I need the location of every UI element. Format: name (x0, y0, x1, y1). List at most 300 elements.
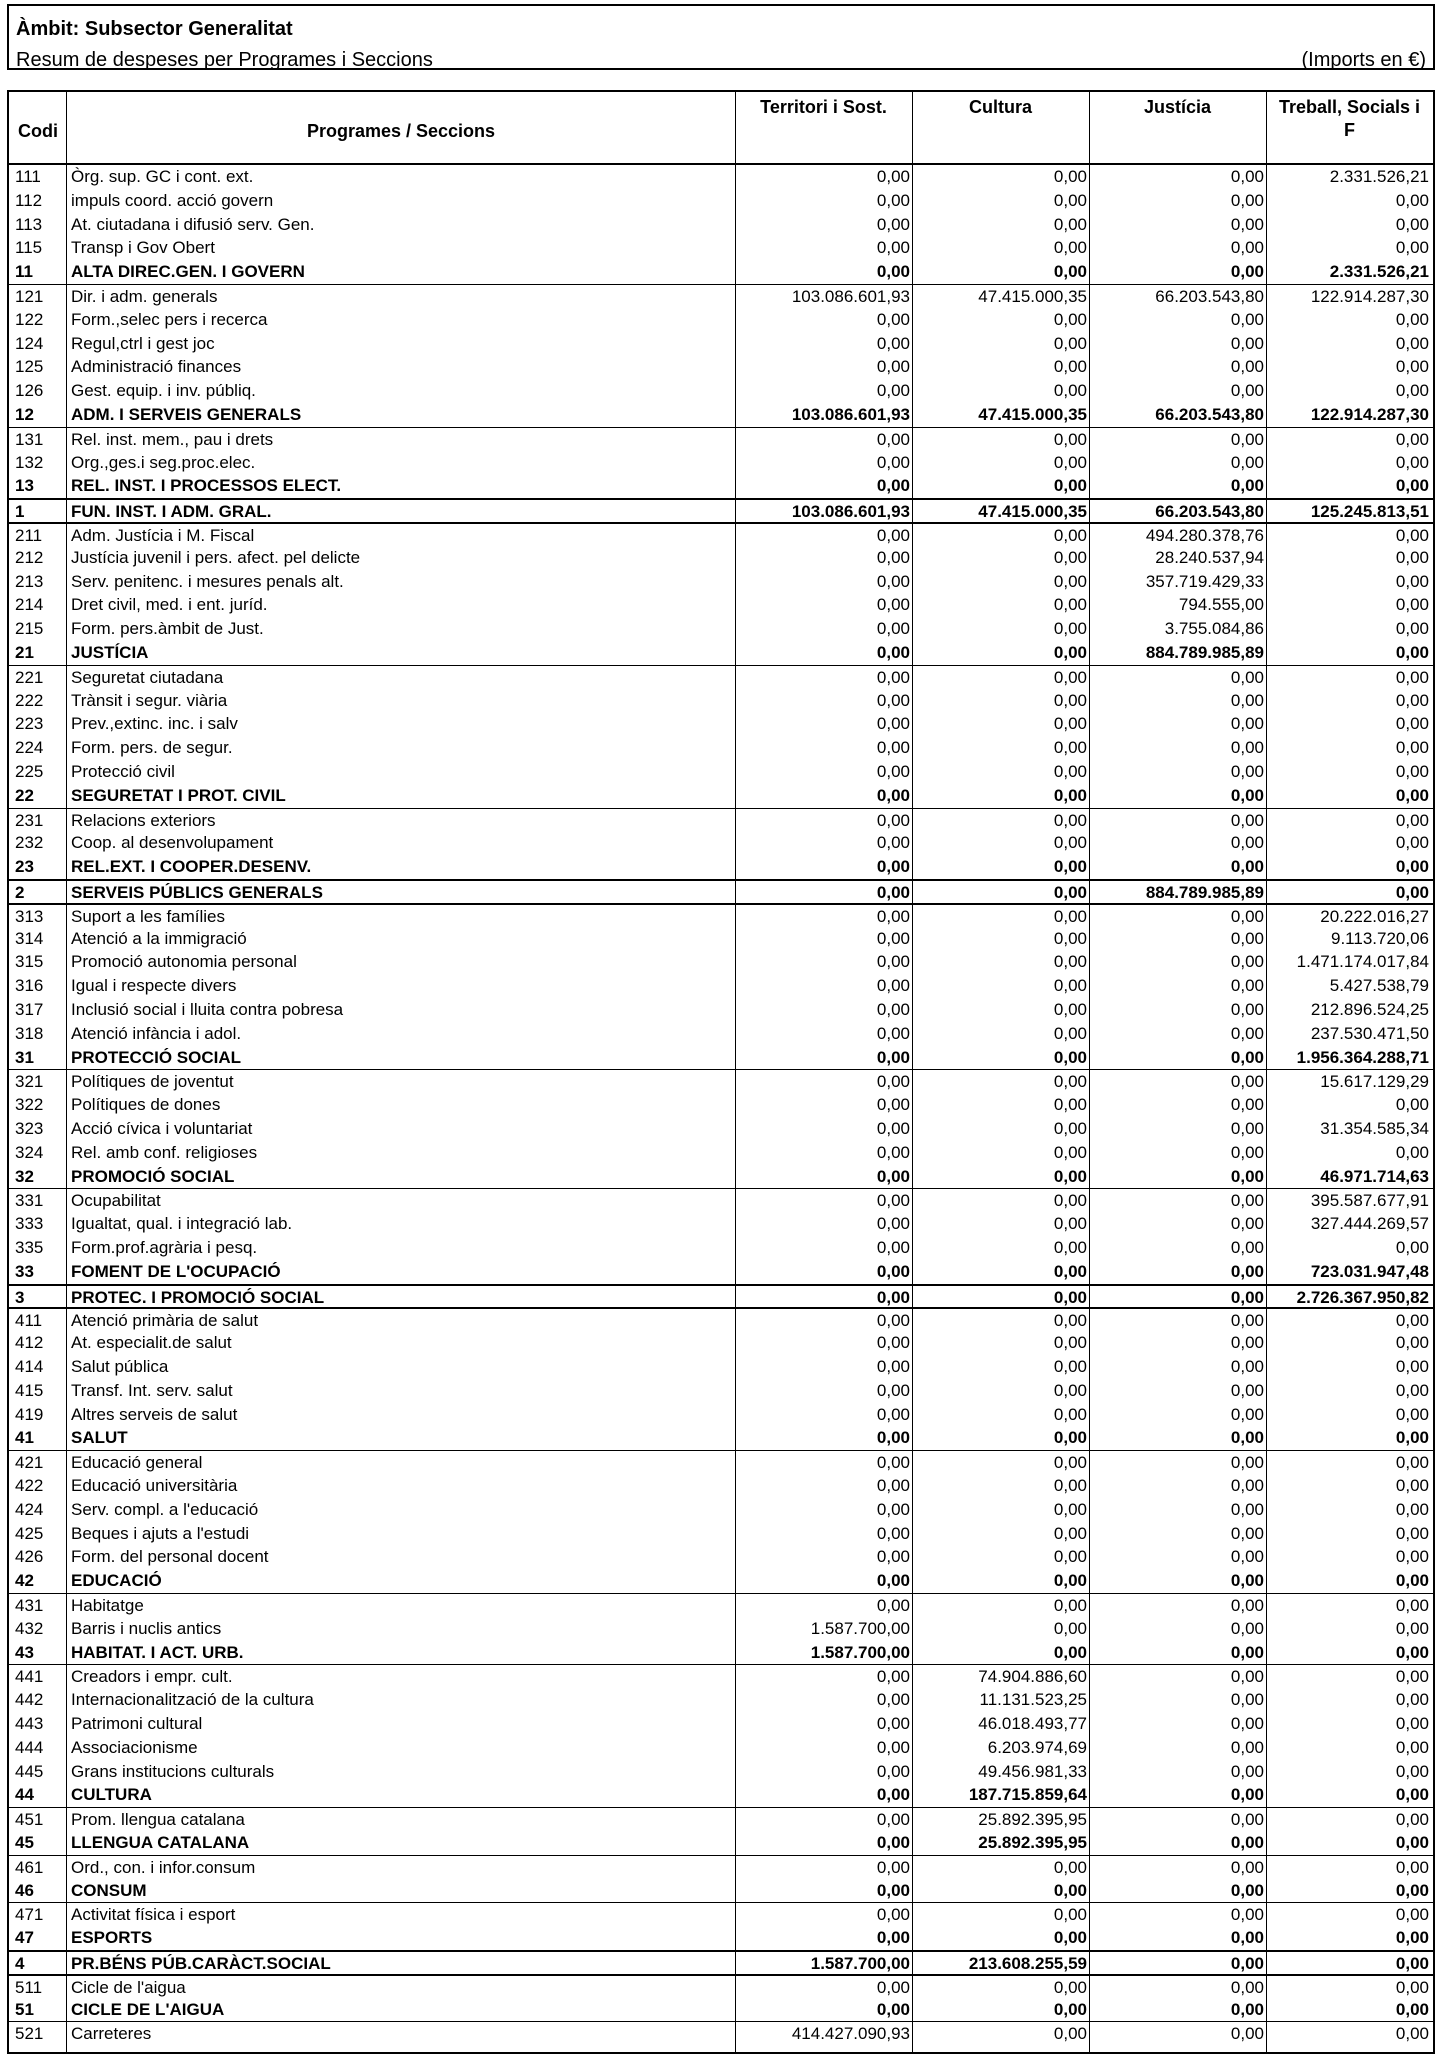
row-program-name: Coop. al desenvolupament (71, 833, 274, 853)
row-code: 424 (15, 1499, 44, 1519)
cell-justicia: 0,00 (1230, 1404, 1264, 1424)
cell-treball: 0,00 (1395, 595, 1429, 615)
cell-cultura: 0,00 (1053, 1928, 1087, 1948)
col-header-territori: Territori i Sost. (760, 97, 887, 117)
row-code: 432 (15, 1618, 44, 1638)
cell-justicia: 0,00 (1230, 238, 1264, 258)
row-program-name: Acció cívica i voluntariat (71, 1119, 253, 1138)
table-row (9, 1450, 1433, 1475)
cell-justicia: 0,00 (1230, 476, 1264, 496)
cell-cultura: 0,00 (1053, 1523, 1087, 1543)
cell-territori: 0,00 (876, 1667, 910, 1687)
row-code: 419 (15, 1404, 44, 1424)
cell-cultura: 0,00 (1053, 738, 1087, 758)
cell-cultura: 0,00 (1053, 595, 1087, 615)
cell-justicia: 0,00 (1230, 1954, 1264, 1973)
row-program-name: Educació general (71, 1453, 203, 1473)
row-program-name: Prom. llengua catalana (71, 1810, 245, 1830)
cell-treball: 5.427.538,79 (1329, 976, 1429, 996)
cell-cultura: 0,00 (1053, 571, 1087, 591)
cell-treball: 122.914.287,30 (1310, 405, 1429, 424)
cell-territori: 0,00 (876, 1880, 910, 1900)
cell-cultura: 0,00 (1053, 1380, 1087, 1400)
cell-territori: 0,00 (876, 883, 910, 902)
cell-cultura: 0,00 (1053, 1999, 1087, 2019)
cell-treball: 20.222.016,27 (1320, 906, 1429, 926)
row-code: 415 (15, 1380, 44, 1400)
cell-treball: 1.471.174.017,84 (1296, 952, 1429, 972)
cell-territori: 0,00 (876, 667, 910, 687)
row-code: 321 (15, 1072, 44, 1092)
row-program-name: Atenció a la immigració (71, 928, 247, 948)
cell-justicia: 0,00 (1230, 1857, 1264, 1877)
cell-treball: 0,00 (1395, 1761, 1429, 1781)
cell-justicia: 0,00 (1230, 906, 1264, 926)
row-program-name: SALUT (71, 1428, 128, 1448)
cell-territori: 0,00 (876, 1311, 910, 1331)
cell-cultura: 0,00 (1053, 667, 1087, 687)
cell-treball: 0,00 (1395, 429, 1429, 449)
cell-justicia: 0,00 (1230, 1000, 1264, 1019)
row-program-name: CICLE DE L'AIGUA (71, 1999, 225, 2019)
row-program-name: PR.BÉNS PÚB.CARÀCT.SOCIAL (71, 1954, 331, 1973)
cell-treball: 0,00 (1395, 238, 1429, 258)
row-code: 111 (15, 167, 41, 186)
table-row (9, 1712, 1433, 1736)
row-program-name: PROTEC. I PROMOCIÓ SOCIAL (71, 1287, 325, 1307)
row-code: 425 (15, 1523, 44, 1543)
row-code: 442 (15, 1690, 44, 1710)
cell-cultura: 0,00 (1053, 167, 1087, 186)
cell-treball: 0,00 (1395, 1928, 1429, 1948)
table-row (9, 1117, 1433, 1141)
row-program-name: Atenció infància i adol. (71, 1023, 242, 1043)
cell-justicia: 0,00 (1230, 1166, 1264, 1186)
row-code: 411 (15, 1311, 43, 1331)
cell-cultura: 0,00 (1053, 619, 1087, 639)
cell-treball: 0,00 (1395, 1142, 1429, 1162)
row-code: 13 (15, 476, 34, 496)
cell-cultura: 0,00 (1053, 2024, 1087, 2044)
row-program-name: Justícia juvenil i pers. afect. pel delicte (71, 547, 361, 567)
row-program-name: Administració finances (71, 357, 242, 377)
cell-justicia: 0,00 (1230, 357, 1264, 377)
cell-treball: 0,00 (1395, 810, 1429, 830)
row-code: 231 (15, 810, 44, 830)
table-row (9, 974, 1433, 998)
cell-territori: 0,00 (876, 1785, 910, 1805)
row-program-name: Transf. Int. serv. salut (71, 1380, 233, 1400)
table-row (9, 1403, 1433, 1427)
cell-territori: 0,00 (876, 1047, 910, 1067)
table-subtotal-row (9, 260, 1433, 284)
table-row (9, 213, 1433, 237)
cell-territori: 0,00 (876, 1287, 910, 1307)
cell-justicia: 0,00 (1230, 1072, 1264, 1092)
cell-treball: 0,00 (1395, 762, 1429, 781)
table-subtotal-row (9, 403, 1433, 427)
row-code: 41 (15, 1428, 34, 1448)
row-program-name: ADM. I SERVEIS GENERALS (71, 405, 302, 424)
row-code: 115 (15, 238, 43, 258)
cell-treball: 0,00 (1395, 1095, 1429, 1115)
cell-treball: 0,00 (1395, 1380, 1429, 1400)
row-program-name: ALTA DIREC.GEN. I GOVERN (71, 262, 305, 282)
cell-cultura: 0,00 (1053, 1453, 1087, 1473)
cell-treball: 0,00 (1395, 690, 1429, 710)
row-code: 4 (15, 1954, 25, 1973)
cell-justicia: 66.203.543,80 (1155, 502, 1264, 522)
cell-territori: 0,00 (876, 1404, 910, 1424)
table-row (9, 522, 1433, 548)
row-code: 414 (15, 1357, 44, 1376)
row-program-name: Igualtat, qual. i integració lab. (71, 1214, 293, 1234)
table-row (9, 1807, 1433, 1832)
cell-treball: 0,00 (1395, 1523, 1429, 1543)
row-program-name: REL. INST. I PROCESSOS ELECT. (71, 476, 342, 496)
table-subtotal-row (9, 1783, 1433, 1807)
row-code: 461 (15, 1857, 44, 1877)
cell-cultura: 0,00 (1053, 526, 1087, 545)
row-program-name: Promoció autonomia personal (71, 952, 297, 972)
row-program-name: FOMENT DE L'OCUPACIÓ (71, 1261, 281, 1281)
cell-territori: 0,00 (876, 309, 910, 329)
row-code: 46 (15, 1880, 34, 1900)
row-program-name: Educació universitària (71, 1476, 238, 1495)
cell-justicia: 0,00 (1230, 833, 1264, 853)
cell-territori: 0,00 (876, 690, 910, 710)
cell-cultura: 0,00 (1053, 906, 1087, 926)
cell-justicia: 0,00 (1230, 429, 1264, 449)
cell-cultura: 0,00 (1053, 214, 1087, 234)
cell-treball: 0,00 (1395, 857, 1429, 877)
cell-territori: 0,00 (876, 928, 910, 948)
row-program-name: Regul,ctrl i gest joc (71, 333, 215, 353)
row-program-name: SERVEIS PÚBLICS GENERALS (71, 883, 323, 902)
row-code: 215 (15, 619, 44, 639)
table-row (9, 1069, 1433, 1094)
table-row (9, 1236, 1433, 1260)
cell-cultura: 0,00 (1053, 1596, 1087, 1615)
row-code: 122 (15, 309, 44, 329)
cell-treball: 0,00 (1395, 452, 1429, 472)
row-code: 47 (15, 1928, 34, 1948)
cell-cultura: 0,00 (1053, 1547, 1087, 1567)
cell-territori: 0,00 (876, 643, 910, 662)
row-code: 51 (15, 1999, 34, 2019)
report-header (7, 4, 1435, 70)
row-code: 317 (15, 1000, 44, 1019)
row-program-name: SEGURETAT I PROT. CIVIL (71, 785, 286, 805)
cell-justicia: 0,00 (1230, 714, 1264, 734)
cell-cultura: 0,00 (1053, 1905, 1087, 1925)
cell-justicia: 0,00 (1230, 1238, 1264, 1257)
row-code: 125 (15, 357, 44, 377)
cell-cultura: 74.904.886,60 (978, 1667, 1087, 1687)
cell-treball: 0,00 (1395, 190, 1429, 210)
cell-cultura: 0,00 (1053, 476, 1087, 496)
row-program-name: LLENGUA CATALANA (71, 1833, 250, 1852)
cell-cultura: 0,00 (1053, 1095, 1087, 1115)
cell-cultura: 47.415.000,35 (978, 287, 1087, 306)
row-code: 331 (15, 1191, 44, 1211)
table-row (9, 1022, 1433, 1046)
row-code: 318 (15, 1023, 44, 1043)
row-code: 521 (15, 2024, 44, 2044)
cell-cultura: 0,00 (1053, 262, 1087, 282)
row-program-name: PROMOCIÓ SOCIAL (71, 1166, 235, 1186)
cell-cultura: 0,00 (1053, 1404, 1087, 1424)
cell-territori: 0,00 (876, 1261, 910, 1281)
cell-treball: 0,00 (1395, 1311, 1429, 1331)
cell-justicia: 0,00 (1230, 1333, 1264, 1353)
cell-treball: 0,00 (1395, 381, 1429, 401)
row-code: 426 (15, 1547, 44, 1567)
row-program-name: Cicle de l'aigua (71, 1977, 186, 1997)
cell-treball: 0,00 (1395, 1857, 1429, 1877)
cell-cultura: 0,00 (1053, 1191, 1087, 1211)
cell-cultura: 25.892.395,95 (978, 1810, 1087, 1830)
cell-justicia: 0,00 (1230, 1453, 1264, 1473)
cell-treball: 0,00 (1395, 1714, 1429, 1733)
cell-territori: 0,00 (876, 833, 910, 853)
cell-justicia: 0,00 (1230, 1737, 1264, 1757)
row-program-name: FUN. INST. I ADM. GRAL. (71, 502, 272, 522)
row-program-name: Seguretat ciutadana (71, 667, 224, 687)
row-code: 412 (15, 1333, 44, 1353)
table-row (9, 1974, 1433, 2000)
cell-territori: 0,00 (876, 1857, 910, 1877)
row-program-name: Form. pers.àmbit de Just. (71, 619, 264, 639)
cell-territori: 0,00 (876, 547, 910, 567)
row-program-name: Ord., con. i infor.consum (71, 1857, 256, 1877)
cell-territori: 0,00 (876, 429, 910, 449)
row-code: 212 (15, 547, 44, 567)
row-program-name: Dir. i adm. generals (71, 287, 218, 306)
row-program-name: JUSTÍCIA (71, 643, 149, 662)
cell-cultura: 0,00 (1053, 381, 1087, 401)
cell-justicia: 0,00 (1230, 738, 1264, 758)
cell-justicia: 0,00 (1230, 190, 1264, 210)
table-subtotal-row (9, 1046, 1433, 1070)
cell-treball: 1.956.364.288,71 (1296, 1047, 1429, 1067)
cell-justicia: 0,00 (1230, 1618, 1264, 1638)
row-program-name: Suport a les famílies (71, 906, 226, 926)
cell-justicia: 0,00 (1230, 667, 1264, 687)
cell-territori: 103.086.601,93 (791, 287, 910, 306)
cell-cultura: 0,00 (1053, 1977, 1087, 1997)
cell-treball: 0,00 (1395, 1404, 1429, 1424)
cell-justicia: 0,00 (1230, 1880, 1264, 1900)
cell-territori: 0,00 (876, 619, 910, 639)
cell-territori: 0,00 (876, 1428, 910, 1448)
table-row (9, 308, 1433, 332)
cell-treball: 0,00 (1395, 1737, 1429, 1757)
cell-justicia: 0,00 (1230, 1287, 1264, 1307)
cell-territori: 0,00 (876, 526, 910, 545)
cell-treball: 2.331.526,21 (1329, 167, 1429, 186)
table-subtotal-row (9, 1879, 1433, 1903)
cell-cultura: 0,00 (1053, 714, 1087, 734)
row-program-name: Activitat física i esport (71, 1905, 236, 1925)
table-subtotal-row (9, 784, 1433, 808)
cell-territori: 0,00 (876, 1499, 910, 1519)
table-subtotal-row (9, 1569, 1433, 1593)
cell-treball: 0,00 (1395, 738, 1429, 758)
cell-justicia: 0,00 (1230, 690, 1264, 710)
row-program-name: Serv. compl. a l'educació (71, 1499, 259, 1519)
row-code: 441 (15, 1667, 44, 1687)
cell-territori: 0,00 (876, 476, 910, 496)
row-program-name: impuls coord. acció govern (71, 190, 274, 210)
cell-cultura: 0,00 (1053, 190, 1087, 210)
cell-treball: 0,00 (1395, 1238, 1429, 1257)
row-code: 316 (15, 976, 44, 996)
cell-justicia: 0,00 (1230, 1095, 1264, 1115)
cell-treball: 46.971.714,63 (1320, 1166, 1429, 1186)
row-code: 42 (15, 1571, 34, 1591)
row-code: 445 (15, 1761, 44, 1781)
row-code: 232 (15, 833, 44, 853)
cell-justicia: 0,00 (1230, 762, 1264, 781)
cell-territori: 0,00 (876, 190, 910, 210)
cell-territori: 0,00 (876, 238, 910, 258)
table-row (9, 760, 1433, 784)
row-code: 124 (15, 333, 44, 353)
cell-territori: 0,00 (876, 976, 910, 996)
row-program-name: Relacions exteriors (71, 810, 216, 830)
row-code: 315 (15, 952, 44, 972)
row-program-name: Rel. inst. mem., pau i drets (71, 429, 274, 449)
row-program-name: Protecció civil (71, 762, 175, 781)
row-program-name: Associacionisme (71, 1737, 198, 1757)
cell-territori: 0,00 (876, 1596, 910, 1615)
table-row (9, 1212, 1433, 1236)
row-code: 444 (15, 1737, 44, 1757)
row-code: 131 (15, 429, 44, 449)
cell-treball: 0,00 (1395, 1690, 1429, 1710)
cell-justicia: 0,00 (1230, 1119, 1264, 1138)
cell-treball: 122.914.287,30 (1310, 287, 1429, 306)
row-program-name: Trànsit i segur. viària (71, 690, 228, 710)
cell-cultura: 0,00 (1053, 1880, 1087, 1900)
cell-territori: 0,00 (876, 1191, 910, 1211)
cell-treball: 2.331.526,21 (1329, 262, 1429, 282)
cell-treball: 0,00 (1395, 476, 1429, 496)
cell-treball: 0,00 (1395, 1428, 1429, 1448)
row-program-name: Patrimoni cultural (71, 1714, 203, 1733)
cell-justicia: 0,00 (1230, 1690, 1264, 1710)
cell-treball: 0,00 (1395, 1642, 1429, 1662)
cell-justicia: 0,00 (1230, 1928, 1264, 1948)
col-header-code: Codi (18, 121, 58, 141)
cell-cultura: 0,00 (1053, 1142, 1087, 1162)
row-program-name: Grans institucions culturals (71, 1761, 275, 1781)
table-subtotal-row (9, 641, 1433, 665)
row-program-name: Polítiques de dones (71, 1095, 221, 1115)
cell-territori: 0,00 (876, 357, 910, 377)
cell-cultura: 25.892.395,95 (978, 1833, 1087, 1852)
cell-justicia: 0,00 (1230, 1905, 1264, 1925)
col-header-cultura: Cultura (969, 97, 1032, 117)
cell-cultura: 0,00 (1053, 643, 1087, 662)
cell-territori: 0,00 (876, 1000, 910, 1019)
cell-justicia: 0,00 (1230, 1357, 1264, 1376)
cell-cultura: 0,00 (1053, 238, 1087, 258)
cell-territori: 0,00 (876, 714, 910, 734)
table-row (9, 1522, 1433, 1546)
cell-justicia: 794.555,00 (1178, 595, 1264, 615)
row-program-name: Altres serveis de salut (71, 1404, 238, 1424)
cell-cultura: 0,00 (1053, 928, 1087, 948)
table-row (9, 831, 1433, 855)
row-code: 224 (15, 738, 44, 758)
cell-cultura: 0,00 (1053, 1214, 1087, 1234)
report-subtitle: Resum de despeses per Programes i Seccions (16, 49, 433, 71)
cell-cultura: 0,00 (1053, 1047, 1087, 1067)
table-row (9, 1188, 1433, 1213)
cell-cultura: 0,00 (1053, 1023, 1087, 1043)
table-row (9, 1855, 1433, 1880)
table-row (9, 808, 1433, 833)
cell-justicia: 0,00 (1230, 167, 1264, 186)
table-row (9, 546, 1433, 570)
cell-territori: 103.086.601,93 (791, 405, 910, 424)
table-subtotal-row (9, 1426, 1433, 1450)
cell-justicia: 0,00 (1230, 1571, 1264, 1591)
cell-territori: 0,00 (876, 1571, 910, 1591)
table-subtotal-row (9, 1950, 1433, 1976)
cell-territori: 0,00 (876, 1119, 910, 1138)
row-program-name: Form. del personal docent (71, 1547, 269, 1567)
cell-treball: 327.444.269,57 (1310, 1214, 1429, 1234)
cell-cultura: 0,00 (1053, 429, 1087, 449)
cell-territori: 103.086.601,93 (791, 502, 910, 522)
cell-cultura: 0,00 (1053, 785, 1087, 805)
cell-treball: 0,00 (1395, 1954, 1429, 1973)
row-code: 113 (15, 214, 43, 234)
cell-treball: 237.530.471,50 (1310, 1023, 1429, 1043)
cell-justicia: 0,00 (1230, 1714, 1264, 1733)
cell-territori: 0,00 (876, 857, 910, 877)
cell-justicia: 0,00 (1230, 1523, 1264, 1543)
cell-justicia: 0,00 (1230, 1999, 1264, 2019)
cell-cultura: 47.415.000,35 (978, 502, 1087, 522)
cell-territori: 0,00 (876, 1905, 910, 1925)
table-subtotal-row (9, 855, 1433, 879)
table-row (9, 379, 1433, 403)
row-code: 12 (15, 405, 34, 424)
cell-cultura: 0,00 (1053, 1857, 1087, 1877)
cell-cultura: 0,00 (1053, 333, 1087, 353)
cell-treball: 0,00 (1395, 714, 1429, 734)
cell-territori: 0,00 (876, 1023, 910, 1043)
row-code: 443 (15, 1714, 44, 1733)
row-code: 335 (15, 1238, 44, 1257)
row-program-name: Adm. Justícia i M. Fiscal (71, 526, 255, 545)
cell-treball: 0,00 (1395, 1547, 1429, 1567)
cell-justicia: 28.240.537,94 (1155, 547, 1264, 567)
cell-treball: 0,00 (1395, 1999, 1429, 2019)
row-code: 322 (15, 1095, 44, 1115)
table-row (9, 1688, 1433, 1712)
cell-territori: 1.587.700,00 (810, 1954, 910, 1973)
row-code: 313 (15, 906, 44, 926)
cell-cultura: 0,00 (1053, 1119, 1087, 1138)
col-header-treball: Treball, Socials i F (1278, 97, 1421, 140)
cell-treball: 2.726.367.950,82 (1296, 1287, 1429, 1307)
row-code: 323 (15, 1119, 44, 1138)
